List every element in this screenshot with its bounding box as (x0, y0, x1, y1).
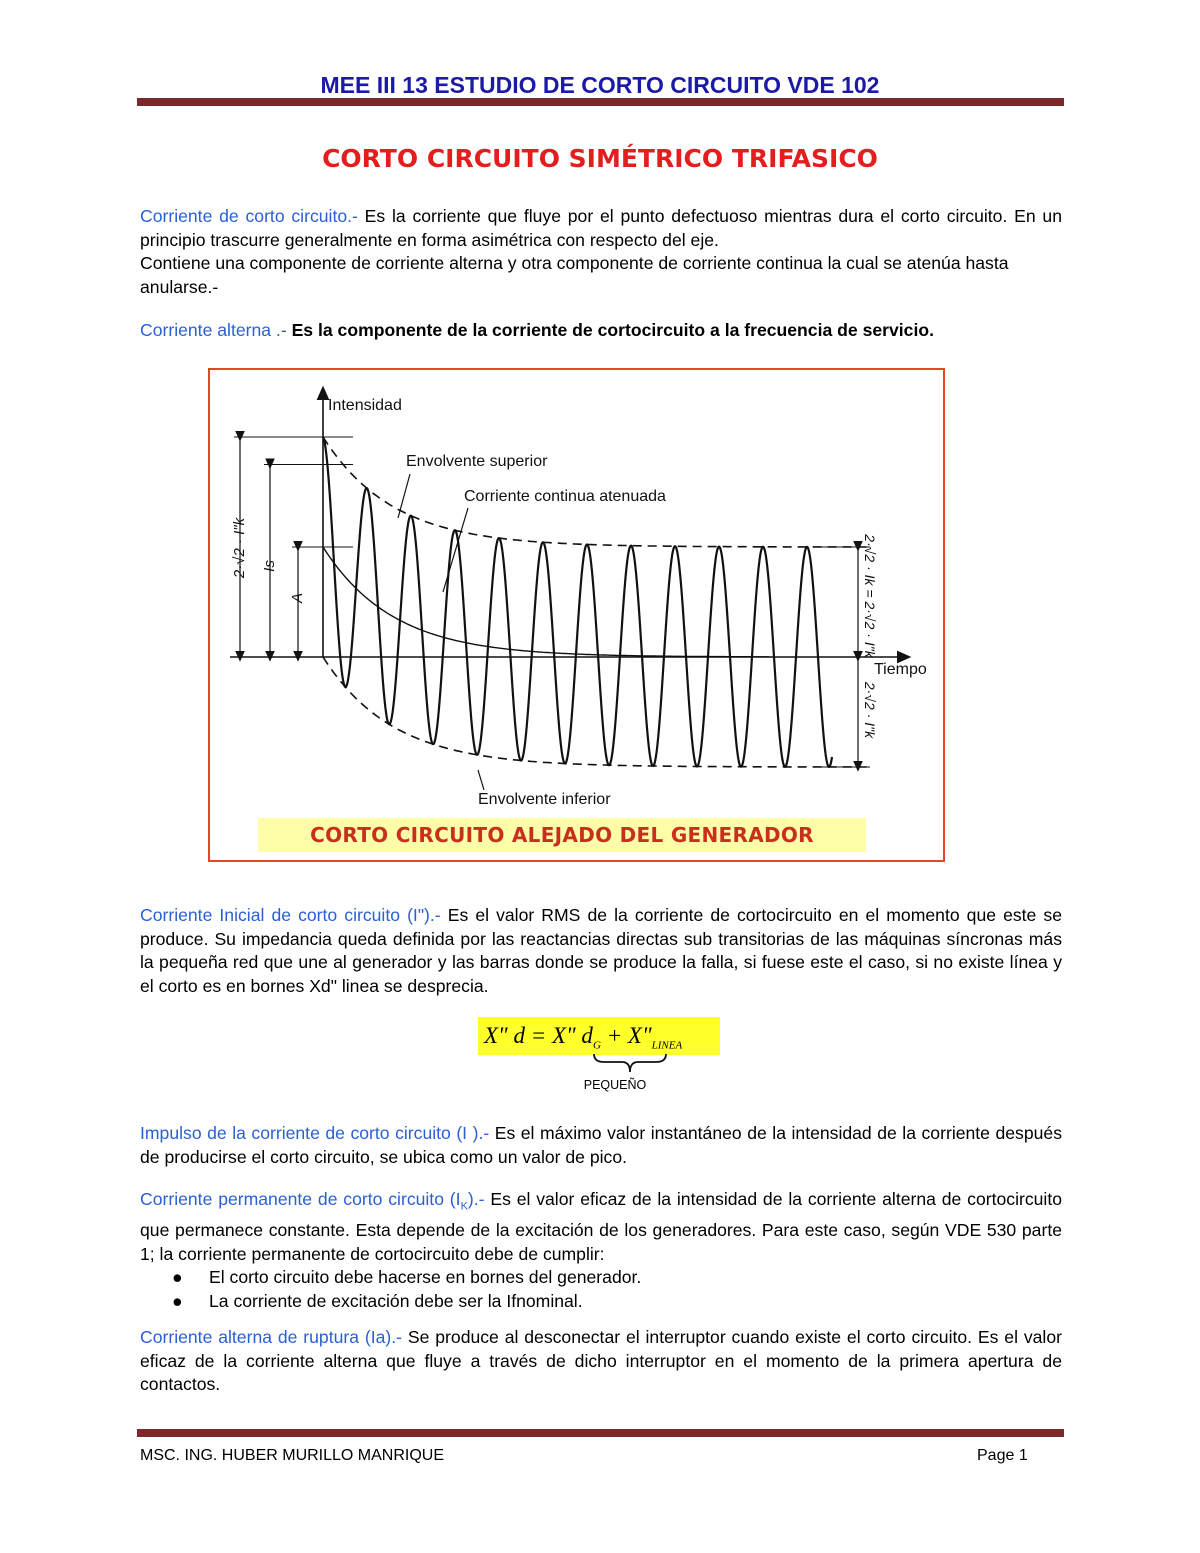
term-text: Se produce al desconectar el interruptor cuando existe el corto circuito. Es el valor eficaz de la corriente alterna que fluye a través de dicho interruptor en el momento de la primera apertura de contactos. (140, 1327, 1062, 1394)
formula-sub-g: G (592, 1039, 601, 1052)
footer-author: MSC. ING. HUBER MURILLO MANRIQUE (140, 1447, 445, 1464)
bullet-icon: ● (172, 1290, 183, 1311)
paragraph-permanente (140, 1188, 1062, 1313)
term-text: Es el valor eficaz de la intensidad de la corriente alterna de cortocircuito que permanece constante. Esta depende de la excitación de los generadores. Para este caso, según VDE 530 parte 1; la corriente permanente de cortocircuito debe de cumplir: (140, 1189, 1062, 1264)
lower-envelope (323, 657, 869, 767)
term-label: Corriente alterna de ruptura (Ia).- (140, 1327, 403, 1347)
dc-component-label: Corriente continua atenuada (464, 488, 666, 505)
leader-dc-component (443, 508, 468, 592)
leader-lower-envelope (478, 770, 484, 790)
leader-upper-envelope (398, 474, 410, 518)
paragraph-corriente-alterna (140, 319, 1062, 343)
term-text: Es el valor RMS de la corriente de cortocircuito en el momento que este se produce. Su impedancia queda definida por las reactancias directas sub transitorias de las máquinas síncronas más la pequeña red que une al generador y las barras donde se produce la falla, si fuese este el caso, si no existe línea y el corto es en bornes Xd" linea se desprecia. (140, 905, 1062, 996)
x-axis-label: Tiempo (874, 661, 927, 678)
lower-envelope-label: Envolvente inferior (478, 791, 611, 808)
formula-plus: + X" (600, 1023, 652, 1048)
figure-caption: CORTO CIRCUITO ALEJADO DEL GENERADOR (258, 818, 866, 852)
formula-lhs: X" d = X" d (484, 1023, 593, 1048)
footer-page-number: Page 1 (977, 1447, 1028, 1464)
bullet-list (140, 1266, 1062, 1313)
paragraph-ruptura (140, 1326, 1062, 1397)
dim-label-right-lower: 2·√2 · I"k (862, 681, 878, 739)
list-item: ● El corto circuito debe hacerse en bornes del generador. (140, 1266, 1062, 1290)
term-label: Corriente alterna .- (140, 320, 287, 340)
brace-icon (590, 1052, 670, 1076)
bullet-icon: ● (172, 1267, 183, 1288)
short-circuit-figure (208, 368, 945, 862)
paragraph-corriente-inicial (140, 904, 1062, 998)
term-label: Impulso de la corriente de corto circuito (I ).- (140, 1123, 490, 1143)
paragraph-impulso (140, 1122, 1062, 1169)
term-text: Es la componente de la corriente de cortocircuito a la frecuencia de servicio. (286, 320, 934, 340)
ac-waveform (323, 437, 832, 767)
short-circuit-diagram (210, 370, 943, 860)
term-text: Es el máximo valor instantáneo de la intensidad de la corriente después de producirse el corto circuito, se ubica como un valor de pico. (140, 1123, 1062, 1167)
dim-label-right-upper: 2·√2 · Ik = 2·√2 · I"k (862, 534, 878, 658)
term-label: Corriente de corto circuito.- (140, 206, 358, 226)
dim-label-is: Is (261, 560, 278, 572)
formula-sub-linea: LINEA (651, 1039, 683, 1052)
header-rule (137, 98, 1064, 106)
brace-label: PEQUEÑO (583, 1078, 647, 1092)
document-header-title: MEE III 13 ESTUDIO DE CORTO CIRCUITO VDE 102 (320, 72, 880, 98)
dim-label-2sqrt2-ik: 2·√2 · I"k (231, 517, 248, 579)
upper-envelope-label: Envolvente superior (406, 453, 548, 470)
dim-label-a: A (289, 592, 306, 604)
page-title: CORTO CIRCUITO SIMÉTRICO TRIFASICO (322, 144, 878, 173)
reactance-formula (478, 1017, 720, 1055)
list-item: ● La corriente de excitación debe ser la Ifnominal. (140, 1290, 1062, 1314)
term-label: Corriente Inicial de corto circuito (I").- (140, 905, 441, 925)
term-label: Corriente permanente de corto circuito $(I_K).-$ (140, 1189, 485, 1213)
dc-component-curve (323, 547, 769, 657)
term-text-2: Contiene una componente de corriente alterna y otra componente de corriente continua la cual se atenúa hasta anularse.- (140, 253, 1009, 297)
paragraph-corriente-cc (140, 205, 1062, 299)
footer-rule (137, 1429, 1064, 1437)
y-axis-label: Intensidad (328, 397, 402, 414)
term-text: Es la corriente que fluye por el punto defectuoso mientras dura el corto circuito. En un principio trascurre generalmente en forma asimétrica con respecto del eje. (140, 206, 1062, 250)
